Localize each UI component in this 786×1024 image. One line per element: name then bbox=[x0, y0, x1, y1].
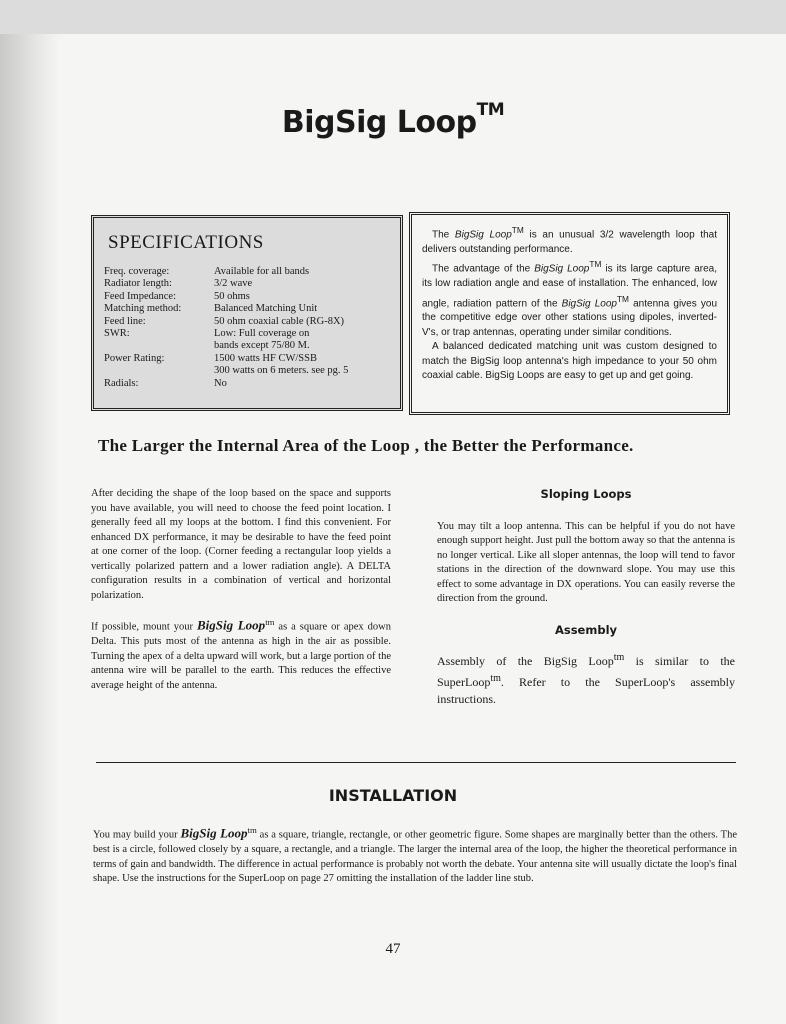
spec-value: 50 ohm coaxial cable (RG-8X) bbox=[214, 315, 345, 327]
spec-key: Feed Impedance: bbox=[104, 290, 177, 302]
spec-value: 1500 watts HF CW/SSB bbox=[214, 352, 317, 364]
spec-value: Available for all bands bbox=[214, 266, 310, 277]
spec-key: Matching method: bbox=[104, 303, 182, 315]
section-headline: The Larger the Internal Area of the Loop , the Better the Performance. bbox=[98, 436, 634, 455]
spec-value: 300 watts on 6 meters. see pg. 5 bbox=[214, 365, 349, 377]
spec-key: Freq. coverage: bbox=[104, 266, 170, 277]
spec-row bbox=[104, 291, 390, 303]
specifications-box bbox=[91, 215, 403, 411]
spec-row bbox=[104, 340, 390, 352]
spec-key: Feed line: bbox=[104, 315, 146, 327]
right-column bbox=[437, 487, 735, 708]
spec-row bbox=[104, 365, 390, 377]
spec-row bbox=[104, 353, 390, 365]
spec-key bbox=[104, 365, 214, 377]
spec-key: Radiator length: bbox=[104, 278, 172, 290]
spec-key: SWR: bbox=[104, 328, 130, 340]
assembly-paragraph: Assembly of the BigSig Loop$^{tm}$ is similar to the SuperLoop$^{tm}$. Refer to the SuperLoop's assembly instructions. bbox=[437, 652, 735, 706]
installation-paragraph: You may build your BigSig Loop$^{tm}$ as a square, triangle, rectangle, or other geometric figure. Some shapes are marginally better than the others. The best is a circle, followed closely by a square, a rectangle, and a triangle. The larger the internal area of the loop, the higher the theoretical performance in terms of gain and bandwidth. The difference in actual performance is probably not worth the debate. Your antenna site will usually dictate the loop's final shape. Use the instructions for the SuperLoop on page 27 omitting the installation of the ladder line stub. bbox=[93, 825, 737, 884]
spec-row bbox=[104, 378, 390, 390]
spec-row bbox=[104, 328, 390, 340]
intro-paragraph: The advantage of the BigSig Loop™ is its large capture area, its low radiation angle and ease of installation. The enhanced, low angle, radiation pattern of the BigSig Loop™ antenna gives you the competitive edge over other stations using dipoles, inverted-V's, or trap antennas, operating under similar conditions. bbox=[422, 259, 718, 338]
spec-value: 3/2 wave bbox=[214, 278, 253, 290]
spec-key bbox=[104, 340, 214, 352]
mounting-paragraph: If possible, mount your BigSig Loop$^{tm}$ as a square or apex down Delta. This puts most of the antenna as high in the air as possible. Turning the apex of a delta upward will work, but a large portion of the antenna wire will be parallel to the earth. This reduces the effective average height of the antenna. bbox=[91, 617, 391, 691]
intro-box bbox=[409, 212, 730, 415]
spec-value: bands except 75/80 M. bbox=[214, 340, 310, 352]
spec-row bbox=[104, 266, 390, 278]
specifications-table bbox=[104, 266, 390, 390]
page-title: BigSig Loop™ bbox=[281, 100, 505, 140]
feed-point-paragraph: After deciding the shape of the loop based on the space and supports you have available, you will need to choose the feed point location. I generally feed all my loops at the bottom. I find this convenient. For enhanced DX performance, it may be desirable to have the feed point at one corner of the loop. (Corner feeding a rectangular loop yields a vertically polarized pattern and a lower radiation angle). A DELTA configuration results in a combination of vertical and horizontal polarization. bbox=[91, 488, 391, 601]
spec-row bbox=[104, 316, 390, 328]
spec-value: No bbox=[214, 377, 227, 389]
spec-value: Low: Full coverage on bbox=[214, 328, 310, 340]
spec-row bbox=[104, 303, 390, 315]
trademark-mark: TM bbox=[476, 100, 505, 120]
page-number: 47 bbox=[385, 941, 401, 957]
installation-heading: INSTALLATION bbox=[328, 786, 458, 805]
spec-value: Balanced Matching Unit bbox=[214, 303, 318, 315]
sloping-loops-heading: Sloping Loops bbox=[540, 487, 632, 501]
sloping-loops-paragraph: You may tilt a loop antenna. This can be helpful if you do not have enough support height. Just pull the bottom away so that the antenna is no longer vertical. Like all sloper antennas, the loop will tend to favor stations in the direction of the downward slope. You may use this effect to some advantage in DX operations. You can easily reverse the direction from the ground. bbox=[437, 520, 735, 604]
section-divider bbox=[96, 762, 736, 763]
scan-top-edge bbox=[0, 0, 786, 34]
binding-gutter-shadow bbox=[0, 34, 60, 1024]
spec-key: Power Rating: bbox=[104, 352, 165, 364]
spec-value: 50 ohms bbox=[214, 290, 250, 302]
left-column bbox=[91, 487, 391, 705]
specifications-heading: SPECIFICATIONS bbox=[108, 232, 264, 253]
assembly-heading: Assembly bbox=[554, 622, 618, 637]
intro-paragraph: The BigSig Loop™ is an unusual 3/2 wavelength loop that delivers outstanding performance. bbox=[422, 225, 718, 255]
spec-row bbox=[104, 278, 390, 290]
spec-key: Radials: bbox=[104, 377, 139, 389]
intro-paragraph: A balanced dedicated matching unit was custom designed to match the BigSig loop antenna's high impedance to your 50 ohm coaxial cable. BigSig Loops are easy to get up and get going. bbox=[422, 341, 717, 382]
